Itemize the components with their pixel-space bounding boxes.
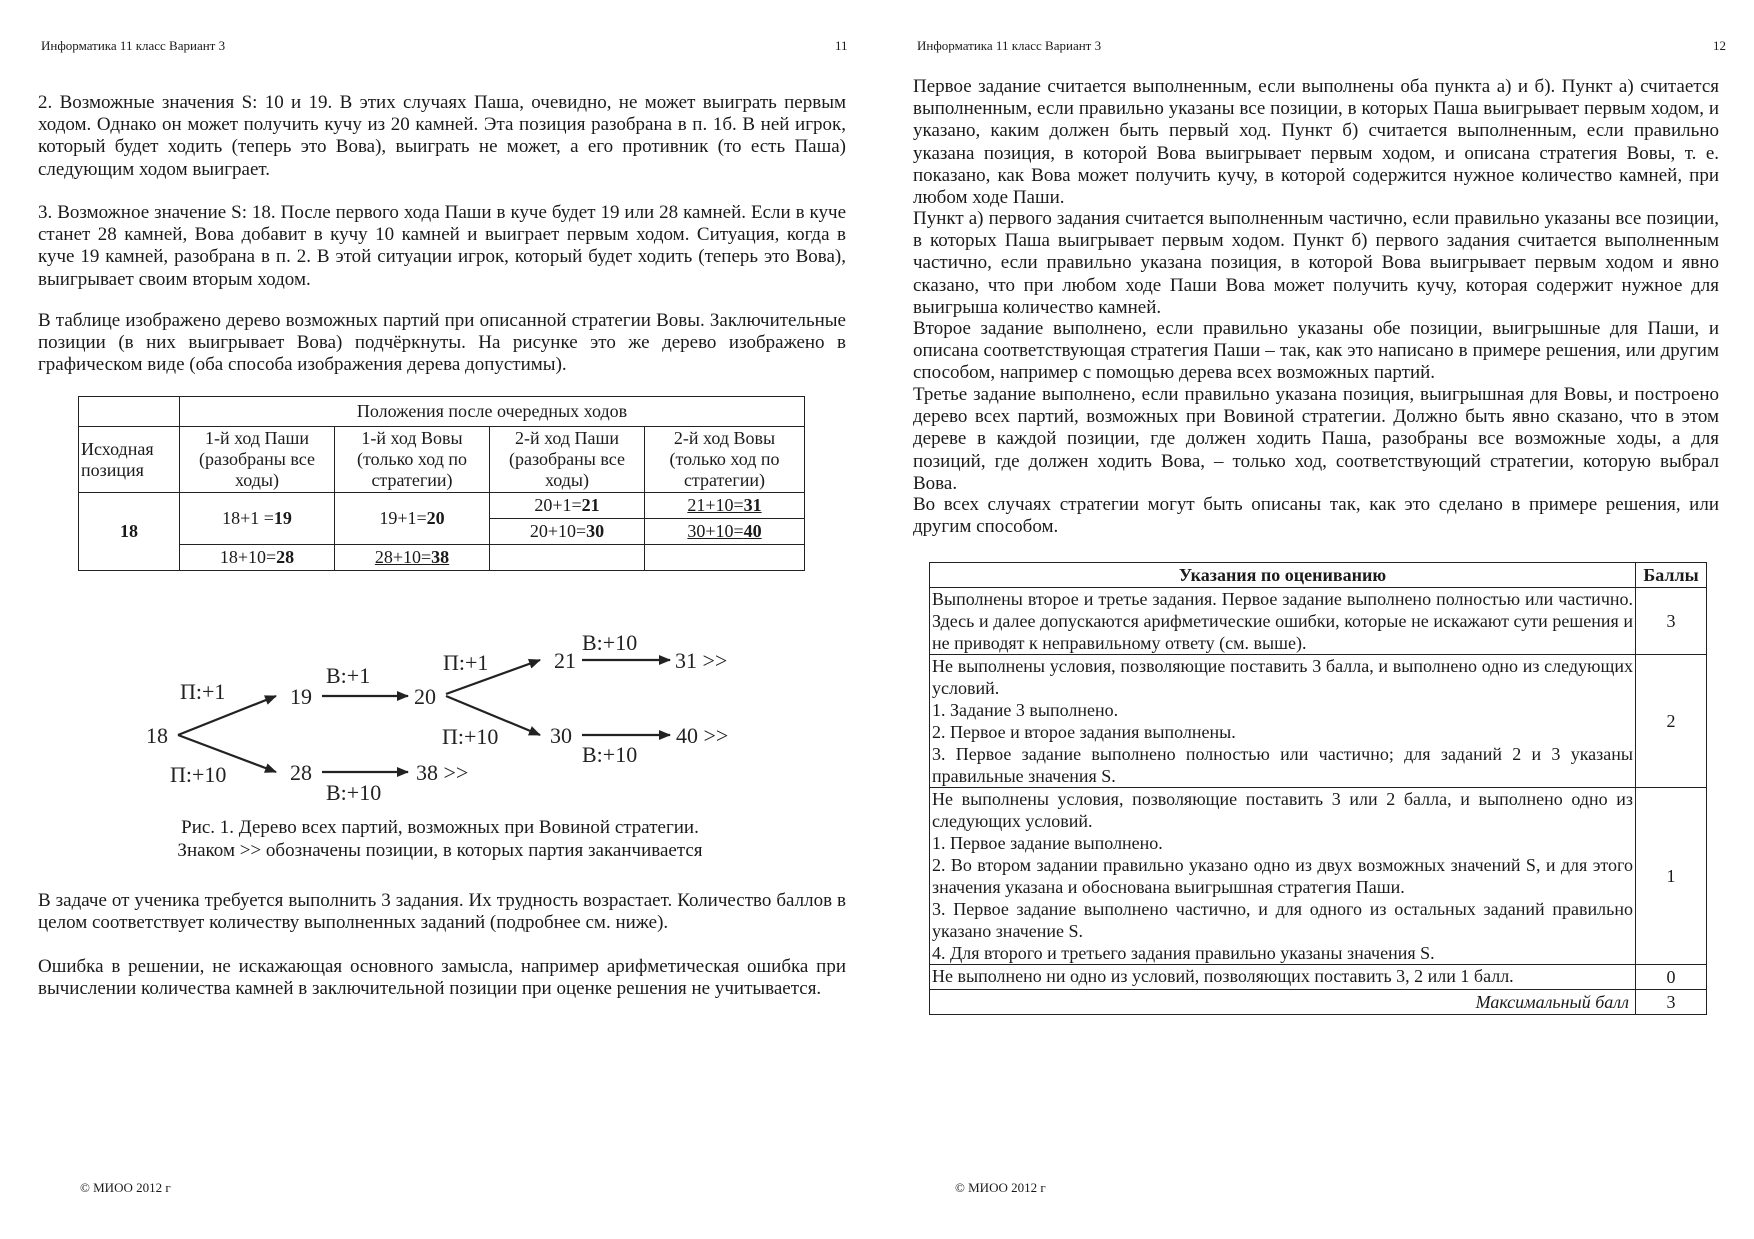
solution-item-2: 2. Возможные значения S: 10 и 19. В этих случаях Паша, очевидно, не может выиграть первым ходом. Однако он может получить кучу из 20 камней. Эта позиция разобрана в п. 1б. В ней игрок, который будет ходить (теперь это Вова), выиграть не может, а его противник (то есть Паша) следующим ходом выиграет. <box>38 92 846 180</box>
grading-row-1-item: 3. Первое задание выполнено частично, и для одного из остальных заданий правильно указано значение S. <box>932 899 1633 941</box>
tree-edge-label: В:+10 <box>582 742 638 767</box>
tasks-paragraph: В задаче от ученика требуется выполнить 3 задания. Их трудность возрастает. Количество баллов в целом соответствует количеству выполненных заданий (подробнее см. ниже). <box>38 890 846 934</box>
table-header-start: Исходная позиция <box>79 427 180 493</box>
game-tree-diagram <box>130 620 770 810</box>
grading-header-points: Баллы <box>1636 563 1707 588</box>
tree-node: 20 <box>414 684 436 709</box>
table-header-pasha-2: 2-й ход Паши (разобраны все ходы) <box>490 427 645 493</box>
tree-edge-label: П:+10 <box>442 724 499 749</box>
criteria-paragraph-4: Третье задание выполнено, если правильно указана позиция, выигрышная для Вовы, и построено дерево всех партий, возможных при Вовиной стратегии. Должно быть явно сказано, что в этом дереве в каждой позиции, где должен ходить Паша, разобраны все возможные ходы, а для позиций, где должен ходить Вова, – только ход, соответствующий стратегии, которую выбрал Вова. <box>913 384 1719 494</box>
right-page-number: 12 <box>1713 38 1726 53</box>
grading-row-2-text <box>930 655 1636 788</box>
table-start-cell: 18 <box>79 493 180 571</box>
grading-row-2-item: 1. Задание 3 выполнено. <box>932 700 1119 720</box>
figure-caption-line-2: Знаком >> обозначены позиции, в которых партия заканчивается <box>177 840 703 861</box>
grading-row-1-points: 1 <box>1636 788 1707 965</box>
table-cell: 20+1=21 <box>490 493 645 519</box>
grading-row-2-item: 3. Первое задание выполнено полностью или частично; для заданий 2 и 3 указаны правильные значения S. <box>932 744 1633 786</box>
solution-item-3: 3. Возможное значение S: 18. После первого хода Паши в куче будет 19 или 28 камней. Если в куче станет 28 камней, Вова добавит в кучу 10 камней и выиграет первым ходом. Ситуация, когда в куче 19 камней, разобрана в п. 2. В этой ситуации игрок, который будет ходить (теперь это Вова), выигрывает своим вторым ходом. <box>38 202 846 290</box>
criteria-paragraph-2: Пункт а) первого задания считается выполненным частично, если правильно указаны все позиции, в которых Паша выигрывает первым ходом. Пункт б) первого задания считается выполненным частично, если правильно указана позиция, в которой Вова выигрывает первым ходом и явно сказано, что при любом ходе Паши Вова может получить кучу, которая содержит нужное для выигрыша количество камней. <box>913 208 1719 318</box>
grading-row-1-intro: Не выполнены условия, позволяющие поставить 3 или 2 балла, и выполнено одно из следующих условий. <box>932 789 1633 831</box>
right-page-header: Информатика 11 класс Вариант 3 <box>917 38 1102 53</box>
table-header-vova-1: 1-й ход Вовы (только ход по стратегии) <box>335 427 490 493</box>
table-cell-final: 30+10=40 <box>645 519 805 545</box>
table-group-header: Положения после очередных ходов <box>180 397 805 427</box>
criteria-paragraph-3: Второе задание выполнено, если правильно указаны обе позиции, выигрышные для Паши, и описана соответствующая стратегия Паши – так, как это написано в примере решения, или другим способом, например с помощью дерева всех возможных партий. <box>913 318 1719 384</box>
grading-header-criteria: Указания по оцениванию <box>930 563 1636 588</box>
right-page-footer: © МИОО 2012 г <box>955 1180 1046 1195</box>
tree-node: 40 >> <box>676 723 729 748</box>
left-page-number: 11 <box>835 38 848 53</box>
grading-row-2-points: 2 <box>1636 655 1707 788</box>
grading-row-3-text: Выполнены второе и третье задания. Первое задание выполнено полностью или частично. Здесь и далее допускаются арифметические ошибки, которые не искажают сути решения и не приводят к неправильному ответу (см. выше). <box>930 588 1636 655</box>
left-page-header: Информатика 11 класс Вариант 3 <box>41 38 226 53</box>
grading-row-1-item: 1. Первое задание выполнено. <box>932 833 1163 853</box>
grading-row-0-points: 0 <box>1636 965 1707 990</box>
table-cell <box>490 545 645 571</box>
tree-node: 18 <box>146 723 168 748</box>
tree-edge-label: П:+1 <box>180 679 226 704</box>
criteria-paragraph-5: Во всех случаях стратегии могут быть описаны так, как это сделано в примере решения, или другим способом. <box>913 494 1719 538</box>
grading-table <box>929 562 1707 1015</box>
table-cell: 19+1=20 <box>335 493 490 545</box>
table-cell: 18+1 =19 <box>180 493 335 545</box>
tree-edge-label: П:+1 <box>443 650 489 675</box>
grading-row-3-points: 3 <box>1636 588 1707 655</box>
grading-row-2-intro: Не выполнены условия, позволяющие поставить 3 балла, и выполнено одно из следующих условий. <box>932 656 1633 698</box>
tree-edge-label: В:+1 <box>326 663 371 688</box>
table-cell-final: 21+10=31 <box>645 493 805 519</box>
figure-caption-line-1: Рис. 1. Дерево всех партий, возможных при Вовиной стратегии. <box>181 817 699 838</box>
tree-edge-label: В:+10 <box>582 630 638 655</box>
left-page-footer: © МИОО 2012 г <box>80 1180 171 1195</box>
grading-max-label: Максимальный балл <box>930 990 1636 1015</box>
table-cell: 18+10=28 <box>180 545 335 571</box>
grading-row-1-item: 2. Во втором задании правильно указано одно из двух возможных значений S, и для этого значения указана и обоснована выигрышная стратегия Паши. <box>932 855 1633 897</box>
table-corner-cell <box>79 397 180 427</box>
table-header-pasha-1: 1-й ход Паши (разобраны все ходы) <box>180 427 335 493</box>
table-intro-paragraph: В таблице изображено дерево возможных партий при описанной стратегии Вовы. Заключительные позиции (в них выигрывает Вова) подчёркнуты. На рисунке это же дерево изображено в графическом виде (оба способа изображения дерева допустимы). <box>38 310 846 376</box>
table-cell: 20+10=30 <box>490 519 645 545</box>
grading-row-1-text <box>930 788 1636 965</box>
tree-node: 19 <box>290 684 312 709</box>
tree-edge-label: В:+10 <box>326 780 382 805</box>
grading-row-0-text: Не выполнено ни одно из условий, позволяющих поставить 3, 2 или 1 балл. <box>930 965 1636 990</box>
tree-node: 28 <box>290 760 312 785</box>
error-paragraph: Ошибка в решении, не искажающая основного замысла, например арифметическая ошибка при вычислении количества камней в заключительной позиции при оценке решения не учитывается. <box>38 956 846 1000</box>
tree-edge-label: П:+10 <box>170 762 227 787</box>
table-cell <box>645 545 805 571</box>
table-header-vova-2: 2-й ход Вовы (только ход по стратегии) <box>645 427 805 493</box>
grading-max-points: 3 <box>1636 990 1707 1015</box>
tree-node: 31 >> <box>675 648 728 673</box>
table-cell-final: 28+10=38 <box>335 545 490 571</box>
tree-node: 30 <box>550 723 572 748</box>
game-tree-table <box>78 396 805 571</box>
criteria-paragraph-1: Первое задание считается выполненным, если выполнены оба пункта а) и б). Пункт а) считается выполненным, если правильно указаны все позиции, в которых Паша выигрывает первым ходом, и указано, каким должен быть первый ход. Пункт б) считается выполненным, если правильно указана позиция, в которой Вова выигрывает первым ходом, и описана стратегия Вовы, т. е. показано, как Вова может получить кучу, в которой содержится нужное количество камней, при любом ходе Паши. <box>913 76 1719 209</box>
tree-node: 38 >> <box>416 760 469 785</box>
tree-node: 21 <box>554 648 576 673</box>
grading-row-2-item: 2. Первое и второе задания выполнены. <box>932 722 1236 742</box>
grading-row-1-item: 4. Для второго и третьего задания правильно указаны значения S. <box>932 943 1435 963</box>
